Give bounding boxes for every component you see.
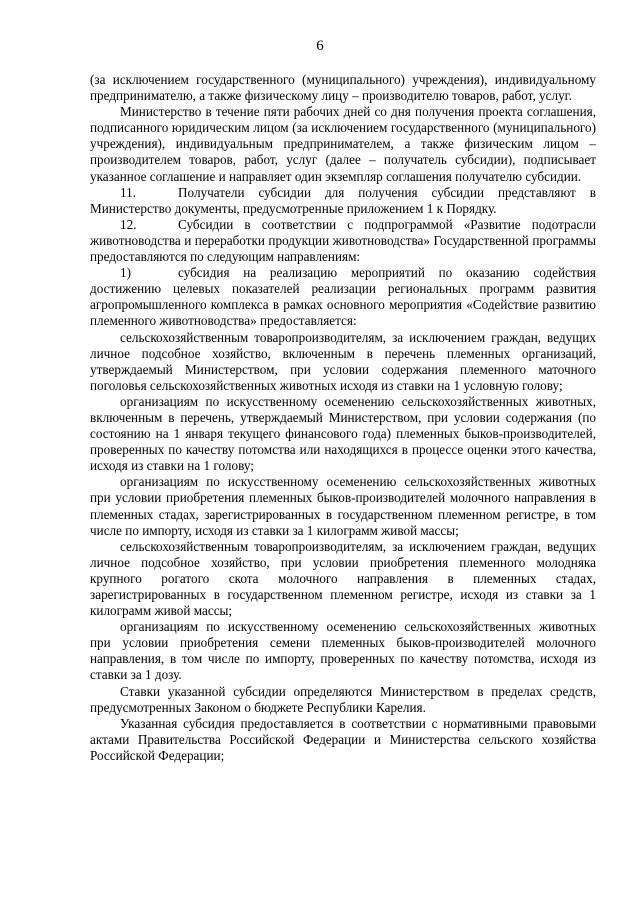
paragraph-text: Ставки указанной субсидии определяются Министерством в пределах средств, предусмотренных Законом о бюджете Республики Карелия. xyxy=(90,683,596,715)
paragraph-text: Получатели субсидии для получения субсидии представляют в Министерство документы, предусмотренные приложением 1 к Порядку. xyxy=(90,184,596,216)
paragraph-text: организациям по искусственному осеменению сельскохозяйственных животных при условии приобретения семени племенных быков-производителей молочного направления, в том числе по импорту, проверенных по качеству потомства, исходя из ставки за 1 дозу. xyxy=(90,619,596,683)
paragraph-number: 1) xyxy=(120,265,131,281)
document-body xyxy=(90,72,596,764)
paragraph-text: организациям по искусственному осеменению сельскохозяйственных животных, включенным в перечень, утверждаемый Министерством, при условии содержания (по состоянию на 1 января текущего финансового года) племенных быков-производителей, проверенных по качеству потомства или находящихся в процессе оценки этого качества, исходя из ставки на 1 голову; xyxy=(90,393,596,474)
paragraph-text: сельскохозяйственным товаропроизводителям, за исключением граждан, ведущих личное подсобное хозяйство, при условии приобретения племенного молодняка крупного рогатого скота молочного направления в племенных стадах, зарегистрированных в государственном племенном регистре, исходя из ставки за 1 килограмм живой массы; xyxy=(90,538,596,619)
paragraph-text: организациям по искусственному осеменению сельскохозяйственных животных при условии приобретения племенных быков-производителей молочного направления в племенных стадах, зарегистрированных в государственном племенном регистре, в том числе по импорту, исходя из ставки за 1 килограмм живой массы; xyxy=(90,474,596,538)
paragraph-text: Субсидии в соответствии с подпрограммой «Развитие подотрасли животноводства и переработки продукции животноводства» Государственной программы предоставляются по следующим направлениям: xyxy=(90,216,596,265)
paragraph xyxy=(90,330,596,394)
paragraph-text: Указанная субсидия предоставляется в соответствии с нормативными правовыми актами Правительства Российской Федерации и Министерства сельского хозяйства Российской Федерации; xyxy=(90,715,596,763)
paragraph xyxy=(90,72,596,104)
paragraph xyxy=(90,716,596,764)
numbered-paragraph xyxy=(90,217,596,265)
paragraph xyxy=(90,539,596,619)
paragraph xyxy=(90,394,596,474)
paragraph-number: 12. xyxy=(120,216,137,232)
paragraph-text: субсидия на реализацию мероприятий по оказанию содействия достижению целевых показателей реализации региональных программ развития агропромышленного комплекса в рамках основного мероприятия «Содействие развитию племенного животноводства» предоставляется: xyxy=(90,265,596,329)
paragraph-text: сельскохозяйственным товаропроизводителям, за исключением граждан, ведущих личное подсобное хозяйство, включенным в перечень племенных организаций, утверждаемый Министерством, при условии содержания племенного маточного поголовья сельскохозяйственных животных исходя из ставки на 1 условную голову; xyxy=(90,329,596,393)
page-number: 6 xyxy=(316,38,324,54)
paragraph xyxy=(90,684,596,716)
numbered-paragraph xyxy=(90,265,596,329)
paragraph xyxy=(90,474,596,538)
paragraph-text: (за исключением государственного (муниципального) учреждения), индивидуальному предпринимателю, а также физическому лицу – производителю товаров, работ, услуг. xyxy=(90,72,596,104)
paragraph-number: 11. xyxy=(120,184,136,200)
paragraph xyxy=(90,619,596,683)
paragraph-text: Министерство в течение пяти рабочих дней со дня получения проекта соглашения, подписанного юридическим лицом (за исключением государственного (муниципального) учреждения), индивидуальным предпринимателем, а также физическим лицом – производителем товаров, работ, услуг (далее – получатель субсидии), подписывает указанное соглашение и направляет один экземпляр соглашения получателю субсидии. xyxy=(90,104,596,184)
paragraph xyxy=(90,104,596,184)
numbered-paragraph xyxy=(90,185,596,217)
